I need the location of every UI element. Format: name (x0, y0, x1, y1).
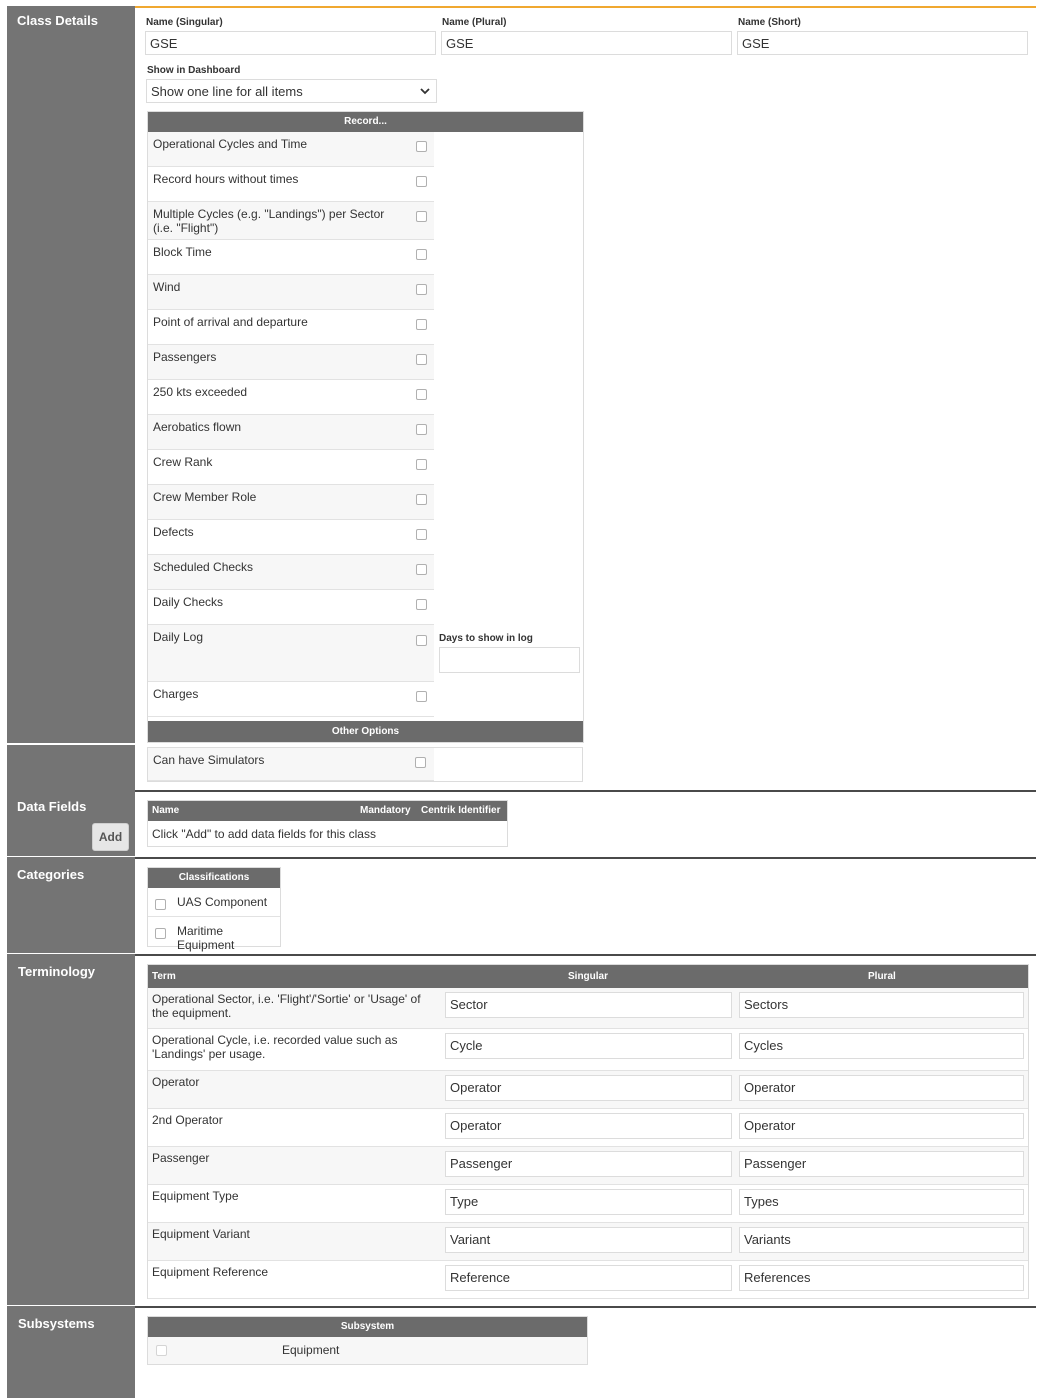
other-option-label: Can have Simulators (153, 753, 265, 767)
section-title: Data Fields (17, 799, 87, 814)
record-label: Scheduled Checks (153, 560, 254, 574)
plural-input[interactable]: Cycles (739, 1033, 1024, 1059)
dashboard-select-value: Show one line for all items (151, 84, 303, 99)
name-plural-input[interactable]: GSE (441, 31, 732, 55)
days-to-show-input[interactable] (439, 647, 580, 673)
record-label: Crew Member Role (153, 490, 257, 504)
terminology-header (148, 965, 1028, 988)
record-header: Record... (148, 112, 583, 132)
record-label: Operational Cycles and Time (153, 137, 308, 151)
plural-input[interactable]: Types (739, 1189, 1024, 1215)
subsystems-sidebar (7, 1306, 135, 1398)
record-table (147, 111, 584, 743)
record-checkbox[interactable] (416, 529, 427, 540)
section-title: Class Details (17, 13, 98, 28)
singular-input[interactable]: Passenger (445, 1151, 732, 1177)
record-row (148, 450, 434, 485)
other-option-row (148, 748, 434, 781)
record-row (148, 415, 434, 450)
plural-input[interactable]: Operator (739, 1113, 1024, 1139)
record-checkbox[interactable] (416, 211, 427, 222)
record-label: Daily Checks (153, 595, 224, 609)
record-label: Crew Rank (153, 455, 213, 469)
section-title: Terminology (18, 964, 96, 979)
record-row (148, 555, 434, 590)
record-label: Passengers (153, 350, 217, 364)
name-short-input[interactable]: GSE (737, 31, 1028, 55)
term-label: Operator (152, 1075, 200, 1089)
data-fields-table (147, 800, 508, 847)
terminology-row (148, 1223, 1028, 1261)
singular-input[interactable]: Operator (445, 1075, 732, 1101)
record-checkbox[interactable] (416, 459, 427, 470)
subsystems-section (7, 1306, 1036, 1398)
classification-label: UAS Component (177, 895, 268, 909)
data-fields-empty-text: Click "Add" to add data fields for this class (152, 827, 376, 841)
record-label: Aerobatics flown (153, 420, 242, 434)
record-row (148, 380, 434, 415)
classification-label: Maritime Equipment (177, 924, 235, 952)
term-label: Equipment Reference (152, 1265, 269, 1279)
section-rule (135, 790, 1036, 792)
record-row (148, 202, 434, 240)
col-name: Name (152, 805, 180, 816)
other-options-sidebar (7, 745, 135, 790)
classifications-table (147, 867, 281, 952)
days-to-show-label: Days to show in log (439, 633, 533, 644)
record-checkbox[interactable] (416, 564, 427, 575)
term-label: Equipment Type (152, 1189, 239, 1203)
can-have-simulators-checkbox[interactable] (415, 757, 426, 768)
col-singular: Singular (568, 971, 609, 982)
record-checkbox[interactable] (416, 635, 427, 646)
col-term: Term (152, 971, 176, 982)
classification-row (148, 888, 280, 917)
col-identifier: Centrik Identifier (421, 805, 501, 816)
name-short-label: Name (Short) (738, 17, 801, 28)
data-fields-sidebar (7, 790, 135, 856)
record-checkbox[interactable] (416, 284, 427, 295)
terminology-table (147, 964, 1029, 1299)
term-label: 2nd Operator (152, 1113, 223, 1127)
other-options-table (147, 747, 583, 782)
plural-input[interactable]: Sectors (739, 992, 1024, 1018)
section-rule (135, 857, 1036, 859)
terminology-row (148, 988, 1028, 1029)
subsystems-header: Subsystem (148, 1317, 587, 1337)
classification-row (148, 917, 280, 952)
record-label: Block Time (153, 245, 212, 259)
record-label: Charges (153, 687, 199, 701)
add-data-field-button[interactable]: Add (92, 823, 129, 851)
record-checkbox[interactable] (416, 691, 427, 702)
record-row (148, 485, 434, 520)
record-checkbox[interactable] (416, 249, 427, 260)
data-fields-header (148, 801, 507, 821)
record-row (148, 275, 434, 310)
name-plural-label: Name (Plural) (442, 17, 507, 28)
col-mandatory: Mandatory (360, 805, 411, 816)
singular-input[interactable]: Variant (445, 1227, 732, 1253)
singular-input[interactable]: Type (445, 1189, 732, 1215)
class-details-section (7, 6, 1036, 743)
name-singular-label: Name (Singular) (146, 17, 223, 28)
record-row (148, 167, 434, 202)
record-row (148, 520, 434, 555)
record-row (148, 132, 434, 167)
subsystems-table (147, 1316, 588, 1365)
terminology-row (148, 1029, 1028, 1071)
record-row (148, 590, 434, 625)
section-title: Categories (17, 867, 85, 882)
terminology-section (7, 954, 1036, 1305)
terminology-row (148, 1185, 1028, 1223)
record-checkbox[interactable] (416, 424, 427, 435)
term-label: Passenger (152, 1151, 210, 1165)
data-fields-section (7, 790, 1036, 856)
terminology-row (148, 1261, 1028, 1299)
record-row (148, 345, 434, 380)
record-checkbox[interactable] (416, 389, 427, 400)
record-row (148, 625, 434, 682)
record-checkbox[interactable] (416, 354, 427, 365)
record-label: Defects (153, 525, 194, 539)
record-checkbox[interactable] (416, 176, 427, 187)
singular-input[interactable]: Reference (445, 1265, 732, 1291)
terminology-row (148, 1109, 1028, 1147)
categories-section (7, 857, 1036, 953)
section-accent-rule (135, 6, 1036, 8)
uas-component-checkbox[interactable] (155, 899, 166, 910)
record-label: Daily Log (153, 630, 204, 644)
record-label: Multiple Cycles (e.g. "Landings") per Sector (i.e. "Flight") (153, 207, 385, 235)
record-label: Point of arrival and departure (153, 315, 308, 329)
name-singular-input[interactable]: GSE (145, 31, 436, 55)
plural-input[interactable]: References (739, 1265, 1024, 1291)
plural-input[interactable]: Operator (739, 1075, 1024, 1101)
classifications-header: Classifications (148, 868, 280, 888)
term-label: Equipment Variant (152, 1227, 250, 1241)
plural-input[interactable]: Variants (739, 1227, 1024, 1253)
term-label: Operational Cycle, i.e. recorded value such as 'Landings' per usage. (152, 1033, 398, 1061)
term-label: Operational Sector, i.e. 'Flight'/'Sortie' or 'Usage' of the equipment. (152, 992, 421, 1020)
section-rule (135, 954, 1036, 956)
record-row (148, 682, 434, 717)
record-checkbox[interactable] (416, 599, 427, 610)
singular-input[interactable]: Operator (445, 1113, 732, 1139)
terminology-row (148, 1147, 1028, 1185)
record-checkbox[interactable] (416, 141, 427, 152)
record-label: Record hours without times (153, 172, 299, 186)
dashboard-select[interactable] (146, 79, 437, 103)
dashboard-label: Show in Dashboard (147, 65, 241, 76)
plural-input[interactable]: Passenger (739, 1151, 1024, 1177)
section-title: Subsystems (18, 1316, 95, 1331)
terminology-sidebar (7, 954, 135, 1305)
section-rule (135, 1306, 1036, 1308)
col-plural: Plural (868, 971, 896, 982)
record-checkbox[interactable] (416, 319, 427, 330)
record-row (148, 310, 434, 345)
record-row (148, 240, 434, 275)
categories-sidebar (7, 857, 135, 953)
maritime-equipment-checkbox[interactable] (155, 928, 166, 939)
subsystem-checkbox[interactable] (156, 1345, 167, 1356)
terminology-row (148, 1071, 1028, 1109)
other-options-section (7, 745, 1036, 790)
record-label: Wind (153, 280, 181, 294)
other-options-header: Other Options (148, 721, 583, 742)
singular-input[interactable]: Cycle (445, 1033, 732, 1059)
chevron-down-icon (420, 88, 430, 95)
class-details-sidebar (7, 6, 135, 743)
record-label: 250 kts exceeded (153, 385, 248, 399)
record-checkbox[interactable] (416, 494, 427, 505)
subsystem-row (148, 1337, 587, 1364)
subsystem-label: Equipment (282, 1343, 340, 1357)
singular-input[interactable]: Sector (445, 992, 732, 1018)
